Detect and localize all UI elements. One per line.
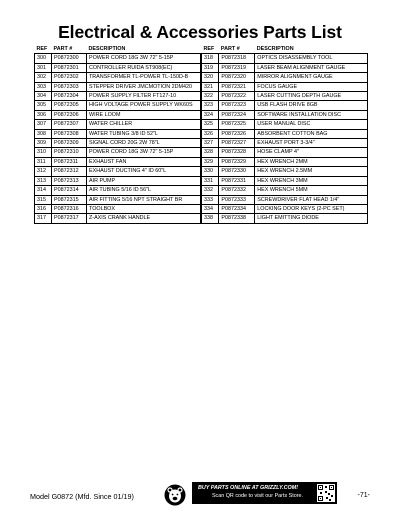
description-cell: AIR PUMP [87, 176, 201, 185]
description-cell: HEX WRENCH 2MM [255, 157, 368, 166]
part-number-cell: P0872333 [219, 195, 255, 204]
table-row [35, 110, 201, 119]
part-number-cell: P0872306 [52, 110, 87, 119]
part-number-cell: P0872327 [219, 139, 255, 148]
part-column-header: PART # [220, 46, 240, 52]
part-number-cell: P0872338 [219, 214, 255, 223]
table-row [202, 120, 368, 129]
description-cell: LASER CUTTING DEPTH GAUGE [255, 92, 368, 101]
part-number-cell: P0872326 [219, 129, 255, 138]
ref-cell: 314 [35, 186, 52, 195]
description-cell: POWER CORD 18G 3W 72" 5-15P [87, 54, 201, 63]
table-row [35, 186, 201, 195]
ref-cell: 320 [202, 73, 219, 82]
ref-cell: 338 [202, 214, 219, 223]
ref-cell: 301 [35, 63, 52, 72]
ref-cell: 323 [202, 101, 219, 110]
part-number-cell: P0872321 [219, 82, 255, 91]
ref-column-header: REF [36, 46, 48, 52]
parts-table-left [34, 45, 201, 224]
part-number-cell: P0872315 [52, 195, 87, 204]
table-row [35, 120, 201, 129]
table-row [202, 54, 368, 63]
ref-cell: 316 [35, 204, 52, 213]
ref-cell: 319 [202, 63, 219, 72]
table-row [35, 129, 201, 138]
table-row [35, 101, 201, 110]
table-row [202, 110, 368, 119]
table-row [202, 92, 368, 101]
ref-cell: 332 [202, 186, 219, 195]
ref-cell: 325 [202, 120, 219, 129]
ref-cell: 315 [35, 195, 52, 204]
table-row [202, 214, 368, 223]
parts-tables [34, 45, 368, 224]
ref-cell: 318 [202, 54, 219, 63]
ref-cell: 322 [202, 92, 219, 101]
ref-cell: 309 [35, 139, 52, 148]
part-number-cell: P0872328 [219, 148, 255, 157]
ref-cell: 307 [35, 120, 52, 129]
table-row [202, 167, 368, 176]
description-cell: LASER BEAM ALIGNMENT GAUGE [255, 63, 368, 72]
description-cell: POWER SUPPLY FILTER FT127-10 [87, 92, 201, 101]
ref-cell: 305 [35, 101, 52, 110]
table-row [35, 54, 201, 63]
description-cell: AIR FITTING 5/16 NPT STRAIGHT BR [87, 195, 201, 204]
table-row [35, 139, 201, 148]
description-cell: EXHAUST PORT 3-3/4" [255, 139, 368, 148]
part-number-cell: P0872310 [52, 148, 87, 157]
description-cell: ABSORBENT COTTON BAG [255, 129, 368, 138]
table-row [35, 214, 201, 223]
ref-cell: 300 [35, 54, 52, 63]
part-number-cell: P0872312 [52, 167, 87, 176]
part-number-cell: P0872316 [52, 204, 87, 213]
ref-cell: 330 [202, 167, 219, 176]
table-row [202, 101, 368, 110]
part-number-cell: P0872300 [52, 54, 87, 63]
description-cell: LIGHT EMITTING DIODE [255, 214, 368, 223]
description-cell: SIGNAL CORD 20G 2W 78"L [87, 139, 201, 148]
description-cell: POWER CORD 18G 3W 72" 5-15P [87, 148, 201, 157]
part-number-cell: P0872309 [52, 139, 87, 148]
ref-cell: 304 [35, 92, 52, 101]
part-number-cell: P0872313 [52, 176, 87, 185]
description-cell: SCREWDRIVER FLAT HEAD 1/4" [255, 195, 368, 204]
part-column-header: PART # [53, 46, 73, 52]
description-cell: USER MANUAL DISC [255, 120, 368, 129]
table-row [202, 195, 368, 204]
table-row [35, 82, 201, 91]
ref-cell: 306 [35, 110, 52, 119]
table-row [202, 129, 368, 138]
description-cell: WATER TUBING 3/8 ID 52"L [87, 129, 201, 138]
description-cell: STEPPER DRIVER JMCMOTION 2DM420 [87, 82, 201, 91]
description-cell: TOOLBOX [87, 204, 201, 213]
ref-column-header: REF [203, 46, 215, 52]
part-number-cell: P0872320 [219, 73, 255, 82]
parts-store-banner[interactable] [192, 482, 337, 504]
description-cell: FOCUS GAUGE [255, 82, 368, 91]
part-number-cell: P0872307 [52, 120, 87, 129]
table-row [202, 176, 368, 185]
description-column-header: DESCRIPTION [88, 46, 126, 52]
part-number-cell: P0872304 [52, 92, 87, 101]
ref-cell: 331 [202, 176, 219, 185]
description-cell: AIR TUBING 5/16 ID 56"L [87, 186, 201, 195]
description-cell: HEX WRENCH 5MM [255, 186, 368, 195]
description-cell: EXHAUST FAN [87, 157, 201, 166]
part-number-cell: P0872331 [219, 176, 255, 185]
qr-code-icon[interactable] [317, 484, 335, 502]
description-cell: Z-AXIS CRANK HANDLE [87, 214, 201, 223]
page-footer [30, 478, 370, 512]
table-row [35, 92, 201, 101]
part-number-cell: P0872329 [219, 157, 255, 166]
description-cell: USB FLASH DRIVE 8GB [255, 101, 368, 110]
part-number-cell: P0872302 [52, 73, 87, 82]
description-cell: MIRROR ALIGNMENT GAUGE [255, 73, 368, 82]
description-cell: HOSE CLAMP 4" [255, 148, 368, 157]
description-cell: WATER CHILLER [87, 120, 201, 129]
description-cell: CONTROLLER RUIDA ST908(EC) [87, 63, 201, 72]
ref-cell: 326 [202, 129, 219, 138]
part-number-cell: P0872311 [52, 157, 87, 166]
table-row [202, 73, 368, 82]
ref-cell: 334 [202, 204, 219, 213]
banner-subtext: Scan QR code to visit our Parts Store. [211, 492, 304, 499]
part-number-cell: P0872322 [219, 92, 255, 101]
part-number-cell: P0872301 [52, 63, 87, 72]
table-row [35, 148, 201, 157]
part-number-cell: P0872325 [219, 120, 255, 129]
table-row [202, 82, 368, 91]
ref-cell: 333 [202, 195, 219, 204]
description-cell: LOCKING DOOR KEYS (2-PC SET) [255, 204, 368, 213]
ref-cell: 317 [35, 214, 52, 223]
part-number-cell: P0872303 [52, 82, 87, 91]
ref-cell: 313 [35, 176, 52, 185]
part-number-cell: P0872317 [52, 214, 87, 223]
table-row [35, 195, 201, 204]
table-row [35, 63, 201, 72]
ref-cell: 308 [35, 129, 52, 138]
description-cell: EXHAUST DUCTING 4" ID 60"L [87, 167, 201, 176]
description-cell: HEX WRENCH 3MM [255, 176, 368, 185]
part-number-cell: P0872318 [219, 54, 255, 63]
table-row [202, 204, 368, 213]
table-row [35, 167, 201, 176]
part-number-cell: P0872330 [219, 167, 255, 176]
part-number-cell: P0872324 [219, 110, 255, 119]
parts-table-left-body [35, 54, 201, 223]
table-header-row [35, 45, 201, 54]
part-number-cell: P0872305 [52, 101, 87, 110]
parts-table-right-body [202, 54, 368, 223]
part-number-cell: P0872314 [52, 186, 87, 195]
parts-table-right [201, 45, 368, 224]
banner-headline: BUY PARTS ONLINE AT GRIZZLY.COM! [198, 485, 299, 491]
ref-cell: 328 [202, 148, 219, 157]
ref-cell: 324 [202, 110, 219, 119]
part-number-cell: P0872332 [219, 186, 255, 195]
ref-cell: 302 [35, 73, 52, 82]
description-cell: TRANSFORMER TL-POWER TL-150D-B [87, 73, 201, 82]
description-column-header: DESCRIPTION [256, 46, 294, 52]
table-row [202, 63, 368, 72]
description-cell: OPTICS DISASSEMBLY TOOL [255, 54, 368, 63]
description-cell: WIRE LOOM [87, 110, 201, 119]
model-label: Model G0872 (Mfd. Since 01/19) [30, 492, 134, 501]
table-row [202, 139, 368, 148]
ref-cell: 312 [35, 167, 52, 176]
page-number: -71- [357, 492, 370, 499]
page-title: Electrical & Accessories Parts List [58, 22, 342, 42]
table-row [202, 148, 368, 157]
grizzly-bear-logo-icon [164, 484, 186, 506]
description-cell: HEX WRENCH 2.5MM [255, 167, 368, 176]
ref-cell: 310 [35, 148, 52, 157]
description-cell: SOFTWARE INSTALLATION DISC [255, 110, 368, 119]
part-number-cell: P0872334 [219, 204, 255, 213]
ref-cell: 303 [35, 82, 52, 91]
ref-cell: 321 [202, 82, 219, 91]
table-row [202, 186, 368, 195]
table-header-row [202, 45, 368, 54]
table-row [202, 157, 368, 166]
ref-cell: 311 [35, 157, 52, 166]
part-number-cell: P0872319 [219, 63, 255, 72]
table-row [35, 73, 201, 82]
description-cell: HIGH VOLTAGE POWER SUPPLY WK60S [87, 101, 201, 110]
ref-cell: 329 [202, 157, 219, 166]
table-row [35, 157, 201, 166]
part-number-cell: P0872308 [52, 129, 87, 138]
table-row [35, 176, 201, 185]
ref-cell: 327 [202, 139, 219, 148]
part-number-cell: P0872323 [219, 101, 255, 110]
table-row [35, 204, 201, 213]
